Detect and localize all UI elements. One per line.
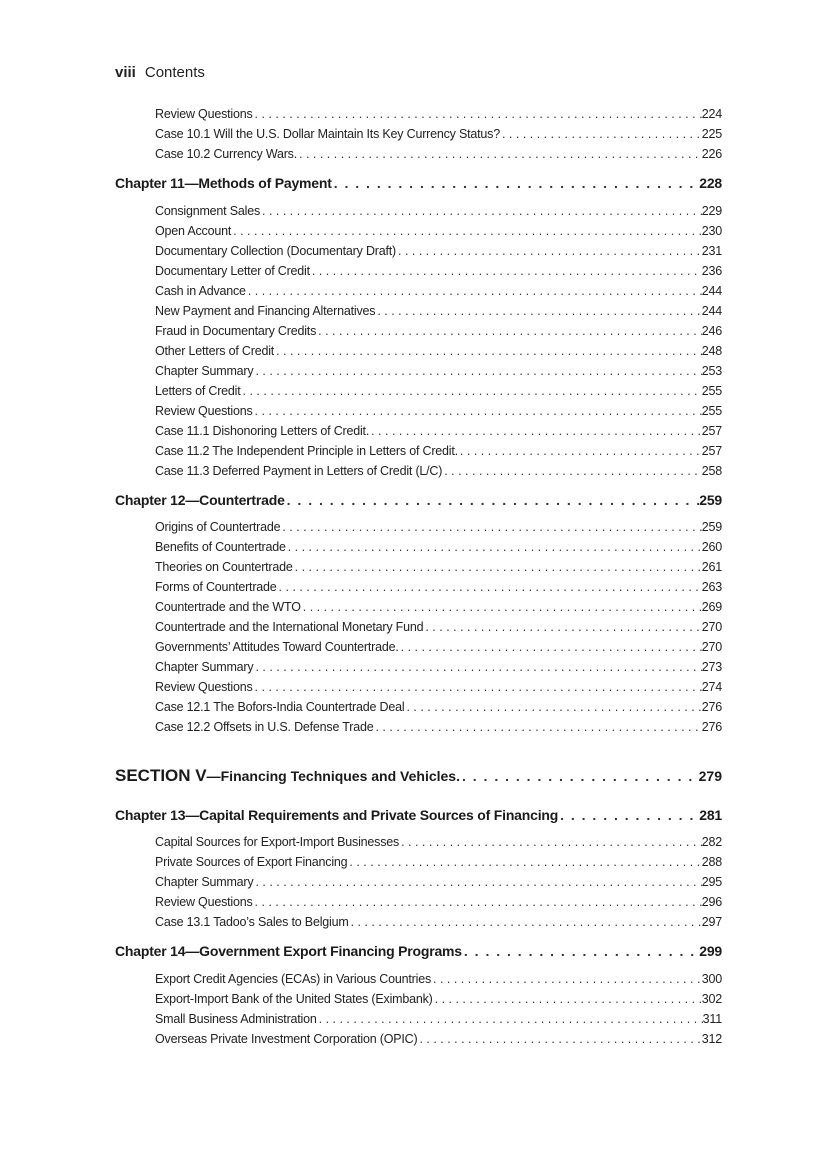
- entry-title: Review Questions: [155, 680, 253, 694]
- toc-entry[interactable]: [155, 895, 722, 913]
- entry-title: Case 11.1 Dishonoring Letters of Credit.: [155, 424, 370, 438]
- entry-title: Cash in Advance: [155, 284, 246, 298]
- toc-entry[interactable]: [155, 855, 722, 873]
- entry-title: Documentary Collection (Documentary Draft): [155, 244, 396, 258]
- dot-leader: [431, 972, 702, 986]
- entry-title: Chapter 13—Capital Requirements and Private Sources of Financing: [115, 807, 559, 823]
- toc-entry[interactable]: [155, 404, 722, 422]
- entry-title: Chapter Summary: [155, 364, 254, 378]
- section-label: SECTION V: [115, 766, 207, 785]
- toc-entry[interactable]: [155, 915, 722, 933]
- entry-title: Private Sources of Export Financing: [155, 855, 348, 869]
- toc-entry[interactable]: [155, 680, 722, 698]
- page-number: 229: [701, 204, 722, 218]
- page-number: 246: [701, 324, 722, 338]
- entry-title: Case 11.2 The Independent Principle in Letters of Credit.: [155, 444, 458, 458]
- page-number: 244: [701, 284, 722, 298]
- entry-title: Benefits of Countertrade: [155, 540, 286, 554]
- toc-entry[interactable]: [155, 147, 722, 165]
- dot-leader: [500, 127, 702, 141]
- entry-title: Review Questions: [155, 895, 253, 909]
- dot-leader: [260, 204, 702, 218]
- page-number: 230: [701, 224, 722, 238]
- toc-entry[interactable]: [155, 364, 722, 382]
- dot-leader: [423, 620, 701, 634]
- dot-leader: [241, 384, 702, 398]
- toc-entry[interactable]: [155, 540, 722, 558]
- toc-entry[interactable]: [155, 660, 722, 678]
- page-number: 259: [699, 492, 722, 508]
- page-number: 260: [701, 540, 722, 554]
- toc-entry[interactable]: [155, 264, 722, 282]
- page-number: 261: [701, 560, 722, 574]
- entry-title: Case 12.2 Offsets in U.S. Defense Trade: [155, 720, 374, 734]
- dot-leader: [442, 464, 702, 478]
- dot-leader: [399, 835, 702, 849]
- entry-title: Documentary Letter of Credit: [155, 264, 310, 278]
- page-number: 270: [701, 620, 722, 634]
- dot-leader: [433, 992, 702, 1006]
- dot-leader: [274, 344, 702, 358]
- page-number: 259: [701, 520, 722, 534]
- dot-leader: [458, 444, 702, 458]
- toc-entry[interactable]: [155, 875, 722, 893]
- toc-entry[interactable]: [155, 560, 722, 578]
- page-number: 288: [701, 855, 722, 869]
- dot-leader: [301, 600, 702, 614]
- toc-entry[interactable]: [155, 1032, 722, 1050]
- toc-entry[interactable]: [155, 600, 722, 618]
- toc-entry[interactable]: [155, 464, 722, 482]
- entry-title: Case 11.3 Deferred Payment in Letters of Credit (L/C): [155, 464, 443, 478]
- toc-entry[interactable]: [155, 720, 722, 738]
- entry-title: Review Questions: [155, 107, 253, 121]
- entry-title: Fraud in Documentary Credits: [155, 324, 317, 338]
- dot-leader: [369, 424, 702, 438]
- entry-title: New Payment and Financing Alternatives: [155, 304, 376, 318]
- entry-title: Countertrade and the WTO: [155, 600, 301, 614]
- toc-entry[interactable]: [155, 304, 722, 322]
- page-number: 274: [701, 680, 722, 694]
- page-number: 253: [701, 364, 722, 378]
- toc-entry[interactable]: [155, 972, 722, 990]
- entry-title: Overseas Private Investment Corporation (OPIC): [155, 1032, 418, 1046]
- dot-leader: [558, 807, 699, 823]
- entry-title: Case 13.1 Tadoo’s Sales to Belgium: [155, 915, 349, 929]
- toc-chapter-heading[interactable]: [115, 807, 722, 827]
- page-number: 295: [701, 875, 722, 889]
- page-number: 312: [701, 1032, 722, 1046]
- page-number: 311: [702, 1012, 722, 1026]
- dot-leader: [253, 660, 701, 674]
- page-number: 276: [701, 700, 722, 714]
- page-number: 225: [701, 127, 722, 141]
- page-number: 296: [701, 895, 722, 909]
- toc-entry[interactable]: [155, 424, 722, 442]
- toc-entry[interactable]: [155, 700, 722, 718]
- dot-leader: [417, 1032, 701, 1046]
- page-number: 224: [701, 107, 722, 121]
- dot-leader: [293, 560, 702, 574]
- dot-leader: [404, 700, 701, 714]
- toc-entry[interactable]: [155, 224, 722, 242]
- page-number: 282: [701, 835, 722, 849]
- dot-leader: [246, 284, 702, 298]
- header-page-number: viii: [115, 64, 136, 81]
- entry-title: Letters of Credit: [155, 384, 241, 398]
- dot-leader: [277, 580, 702, 594]
- entry-title: Chapter Summary: [155, 875, 254, 889]
- dot-leader: [253, 895, 702, 909]
- section-name: —Financing Techniques and Vehicles.: [206, 768, 460, 784]
- dot-leader: [253, 680, 702, 694]
- dot-leader: [347, 855, 701, 869]
- toc-chapter-heading[interactable]: [115, 175, 722, 195]
- page-number: 228: [699, 175, 722, 191]
- page-number: 257: [701, 444, 722, 458]
- entry-title: Governments’ Attitudes Toward Countertrade.: [155, 640, 399, 654]
- toc-chapter-heading[interactable]: [115, 492, 722, 512]
- entry-title: Small Business Administration: [155, 1012, 317, 1026]
- dot-leader: [316, 324, 702, 338]
- toc-section-heading[interactable]: [115, 766, 722, 788]
- toc-chapter-heading[interactable]: [115, 943, 722, 963]
- toc-entry[interactable]: [155, 204, 722, 222]
- page-number: 236: [701, 264, 722, 278]
- dot-leader: [460, 768, 699, 784]
- entry-title: Countertrade and the International Monetary Fund: [155, 620, 424, 634]
- entry-title: Case 12.1 The Bofors-India Countertrade Deal: [155, 700, 405, 714]
- dot-leader: [332, 175, 700, 191]
- toc-entry[interactable]: [155, 324, 722, 342]
- entry-title: Case 10.2 Currency Wars.: [155, 147, 298, 161]
- page-number: 244: [701, 304, 722, 318]
- page-number: 269: [701, 600, 722, 614]
- entry-title: Export-Import Bank of the United States (Eximbank): [155, 992, 433, 1006]
- entry-title: Chapter Summary: [155, 660, 254, 674]
- dot-leader: [231, 224, 702, 238]
- entry-title: Export Credit Agencies (ECAs) in Various Countries: [155, 972, 431, 986]
- entry-title: Capital Sources for Export-Import Businesses: [155, 835, 400, 849]
- toc-entry[interactable]: [155, 1012, 722, 1030]
- page-number: 302: [701, 992, 722, 1006]
- toc-entry[interactable]: [155, 107, 722, 125]
- dot-leader: [349, 915, 702, 929]
- entry-title: Review Questions: [155, 404, 253, 418]
- dot-leader: [373, 720, 701, 734]
- page-number: 297: [701, 915, 722, 929]
- entry-title: Chapter 12—Countertrade: [115, 492, 285, 508]
- dot-leader: [399, 640, 702, 654]
- toc-entry[interactable]: [155, 244, 722, 262]
- dot-leader: [462, 943, 699, 959]
- dot-leader: [253, 875, 701, 889]
- toc-entry[interactable]: [155, 344, 722, 362]
- page-number: 248: [701, 344, 722, 358]
- toc-entry[interactable]: [155, 284, 722, 302]
- entry-title: Chapter 11—Methods of Payment: [115, 175, 332, 191]
- entry-title: Origins of Countertrade: [155, 520, 281, 534]
- page-number: 263: [701, 580, 722, 594]
- toc-entry[interactable]: [155, 520, 722, 538]
- toc-entry[interactable]: [155, 835, 722, 853]
- page-number: 276: [701, 720, 722, 734]
- entry-title: Theories on Countertrade: [155, 560, 293, 574]
- toc-entry[interactable]: [155, 127, 722, 145]
- page-number: 258: [701, 464, 722, 478]
- section-title: [115, 766, 460, 786]
- header-title: Contents: [144, 64, 205, 81]
- page-number: 300: [701, 972, 722, 986]
- page-number: 226: [701, 147, 722, 161]
- page-number: 273: [701, 660, 722, 674]
- page-number: 270: [701, 640, 722, 654]
- entry-title: Case 10.1 Will the U.S. Dollar Maintain Its Key Currency Status?: [155, 127, 500, 141]
- toc-entry[interactable]: [155, 620, 722, 638]
- page-number: 281: [699, 807, 722, 823]
- dot-leader: [375, 304, 701, 318]
- entry-title: Chapter 14—Government Export Financing Programs: [115, 943, 462, 959]
- dot-leader: [285, 492, 700, 508]
- toc-entry[interactable]: [155, 444, 722, 462]
- entry-title: Consignment Sales: [155, 204, 260, 218]
- dot-leader: [286, 540, 702, 554]
- page-number: 299: [699, 943, 722, 959]
- dot-leader: [253, 107, 702, 121]
- page-number: 257: [701, 424, 722, 438]
- dot-leader: [396, 244, 702, 258]
- dot-leader: [317, 1012, 703, 1026]
- page-number: 279: [698, 768, 722, 784]
- entry-title: Other Letters of Credit: [155, 344, 275, 358]
- page-number: 255: [701, 384, 722, 398]
- page-number: 255: [701, 404, 722, 418]
- toc-entry[interactable]: [155, 992, 722, 1010]
- entry-title: Open Account: [155, 224, 232, 238]
- dot-leader: [253, 404, 702, 418]
- dot-leader: [297, 147, 702, 161]
- dot-leader: [310, 264, 702, 278]
- toc-entry[interactable]: [155, 384, 722, 402]
- page-number: 231: [701, 244, 722, 258]
- toc-entry[interactable]: [155, 580, 722, 598]
- dot-leader: [253, 364, 701, 378]
- toc-entry[interactable]: [155, 640, 722, 658]
- entry-title: Forms of Countertrade: [155, 580, 277, 594]
- dot-leader: [280, 520, 701, 534]
